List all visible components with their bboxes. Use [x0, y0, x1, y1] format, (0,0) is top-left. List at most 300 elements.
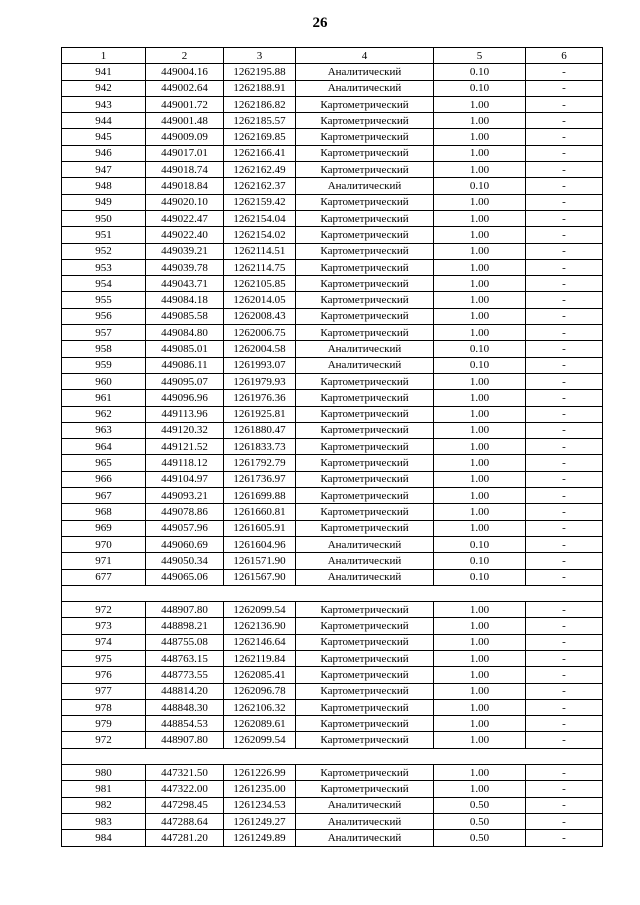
table-cell: 449086.11	[146, 357, 224, 373]
table-row	[62, 455, 603, 471]
table-cell: Аналитический	[296, 341, 434, 357]
table-row	[62, 830, 603, 846]
table-cell: Картометрический	[296, 227, 434, 243]
table-cell: Картометрический	[296, 781, 434, 797]
table-row	[62, 602, 603, 618]
table-cell: 449085.01	[146, 341, 224, 357]
table-cell: 983	[62, 813, 146, 829]
table-cell: 1.00	[434, 145, 526, 161]
table-cell: 447321.50	[146, 765, 224, 781]
table-cell: 449004.16	[146, 64, 224, 80]
table-cell: -	[526, 455, 603, 471]
table-row	[62, 162, 603, 178]
table-cell: 1262185.57	[224, 113, 296, 129]
table-cell: 978	[62, 699, 146, 715]
table-cell	[62, 585, 603, 601]
table-row	[62, 292, 603, 308]
table-row	[62, 422, 603, 438]
table-cell: 448898.21	[146, 618, 224, 634]
table-row	[62, 716, 603, 732]
table-row	[62, 259, 603, 275]
table-cell: 448763.15	[146, 650, 224, 666]
table-cell: 1261249.27	[224, 813, 296, 829]
table-cell: -	[526, 210, 603, 226]
table-cell: 1.00	[434, 227, 526, 243]
table-cell: 1262096.78	[224, 683, 296, 699]
table-cell: 1.00	[434, 276, 526, 292]
table-cell: 1262169.85	[224, 129, 296, 145]
table-cell: 1262136.90	[224, 618, 296, 634]
table-cell: 449121.52	[146, 439, 224, 455]
table-cell: -	[526, 732, 603, 748]
table-row	[62, 80, 603, 96]
table-row	[62, 325, 603, 341]
table-cell: Картометрический	[296, 259, 434, 275]
table-cell: Картометрический	[296, 308, 434, 324]
table-row	[62, 64, 603, 80]
table-row	[62, 145, 603, 161]
table-cell: 972	[62, 732, 146, 748]
table-cell: 449022.47	[146, 210, 224, 226]
table-cell: Аналитический	[296, 553, 434, 569]
table-cell: 944	[62, 113, 146, 129]
table-cell: -	[526, 292, 603, 308]
table-cell: 1262162.49	[224, 162, 296, 178]
table-cell: 963	[62, 422, 146, 438]
table-cell: -	[526, 569, 603, 585]
table-cell: 449020.10	[146, 194, 224, 210]
table-cell: 0.10	[434, 536, 526, 552]
table-cell: 948	[62, 178, 146, 194]
table-cell: 677	[62, 569, 146, 585]
table-cell: 981	[62, 781, 146, 797]
table-cell: -	[526, 618, 603, 634]
table-cell: 967	[62, 488, 146, 504]
table-cell: -	[526, 162, 603, 178]
table-cell: -	[526, 765, 603, 781]
table-cell: -	[526, 227, 603, 243]
table-cell: 449018.84	[146, 178, 224, 194]
table-cell: Аналитический	[296, 830, 434, 846]
table-cell: Картометрический	[296, 96, 434, 112]
table-cell: 1.00	[434, 210, 526, 226]
table-cell: 957	[62, 325, 146, 341]
header-cell: 3	[224, 48, 296, 64]
blank-separator-row	[62, 585, 603, 601]
table-cell: 1.00	[434, 292, 526, 308]
table-cell: 1261993.07	[224, 357, 296, 373]
table-cell: 958	[62, 341, 146, 357]
table-cell: -	[526, 716, 603, 732]
table-cell: -	[526, 276, 603, 292]
table-cell: Картометрический	[296, 390, 434, 406]
table-cell: 449050.34	[146, 553, 224, 569]
table-cell: 941	[62, 64, 146, 80]
table-cell: 969	[62, 520, 146, 536]
table-cell: Аналитический	[296, 80, 434, 96]
table-cell: -	[526, 390, 603, 406]
header-cell: 5	[434, 48, 526, 64]
table-row	[62, 406, 603, 422]
table-cell: 965	[62, 455, 146, 471]
table-cell: 449017.01	[146, 145, 224, 161]
table-cell: Картометрический	[296, 373, 434, 389]
table-cell: 1261736.97	[224, 471, 296, 487]
table-cell: 949	[62, 194, 146, 210]
table-cell: 1.00	[434, 471, 526, 487]
table-cell: Картометрический	[296, 210, 434, 226]
table-cell: 962	[62, 406, 146, 422]
table-cell: -	[526, 650, 603, 666]
table-cell: 449002.64	[146, 80, 224, 96]
table-cell: -	[526, 178, 603, 194]
table-cell: Картометрический	[296, 276, 434, 292]
table-cell: -	[526, 520, 603, 536]
table-row	[62, 341, 603, 357]
table-cell: 1261979.93	[224, 373, 296, 389]
table-cell: -	[526, 243, 603, 259]
table-row	[62, 536, 603, 552]
table-cell: 1261925.81	[224, 406, 296, 422]
table-cell: 1.00	[434, 765, 526, 781]
table-cell: 447281.20	[146, 830, 224, 846]
table-cell: Аналитический	[296, 64, 434, 80]
table-cell: 1.00	[434, 634, 526, 650]
table-cell: 1.00	[434, 194, 526, 210]
table-cell: -	[526, 553, 603, 569]
table-cell: 1262085.41	[224, 667, 296, 683]
table-cell: 1.00	[434, 781, 526, 797]
header-row	[62, 48, 603, 64]
table-cell: 1.00	[434, 308, 526, 324]
table-cell: 1.00	[434, 520, 526, 536]
table-cell: 449085.58	[146, 308, 224, 324]
table-cell: 947	[62, 162, 146, 178]
table-row	[62, 504, 603, 520]
table-cell: -	[526, 308, 603, 324]
table-row	[62, 569, 603, 585]
table-cell: -	[526, 471, 603, 487]
table-cell: 954	[62, 276, 146, 292]
table-row	[62, 439, 603, 455]
table-cell: 1261226.99	[224, 765, 296, 781]
table-cell: 1261604.96	[224, 536, 296, 552]
table-cell: 1262154.04	[224, 210, 296, 226]
table-row	[62, 308, 603, 324]
table-cell: 1.00	[434, 650, 526, 666]
table-cell: -	[526, 80, 603, 96]
table-cell: 971	[62, 553, 146, 569]
table-row	[62, 765, 603, 781]
table-cell: 447322.00	[146, 781, 224, 797]
table-cell: Картометрический	[296, 325, 434, 341]
table-cell: Картометрический	[296, 455, 434, 471]
header-cell: 4	[296, 48, 434, 64]
table-cell: 1262114.51	[224, 243, 296, 259]
table-cell: Картометрический	[296, 716, 434, 732]
table-row	[62, 471, 603, 487]
table-cell: -	[526, 602, 603, 618]
blank-separator-row	[62, 748, 603, 764]
table-cell: 950	[62, 210, 146, 226]
table-row	[62, 797, 603, 813]
table-cell: Картометрический	[296, 194, 434, 210]
table-cell: Картометрический	[296, 634, 434, 650]
table-cell: Картометрический	[296, 145, 434, 161]
table-cell: -	[526, 504, 603, 520]
table-cell: 1262162.37	[224, 178, 296, 194]
table-cell: -	[526, 439, 603, 455]
table-cell: 0.50	[434, 813, 526, 829]
table-row	[62, 781, 603, 797]
table-row	[62, 113, 603, 129]
table-cell: 449095.07	[146, 373, 224, 389]
table-cell: -	[526, 830, 603, 846]
table-cell: 964	[62, 439, 146, 455]
table-cell: -	[526, 145, 603, 161]
table-row	[62, 210, 603, 226]
table-cell: Картометрический	[296, 618, 434, 634]
table-cell: 1261571.90	[224, 553, 296, 569]
table-cell: 0.10	[434, 553, 526, 569]
table-cell: -	[526, 422, 603, 438]
table-cell: Картометрический	[296, 471, 434, 487]
table-cell: 448848.30	[146, 699, 224, 715]
table-cell: -	[526, 683, 603, 699]
table-row	[62, 488, 603, 504]
table-cell: 449093.21	[146, 488, 224, 504]
table-cell: 942	[62, 80, 146, 96]
table-cell: Картометрический	[296, 439, 434, 455]
table-cell: 1.00	[434, 716, 526, 732]
table-cell: 449018.74	[146, 162, 224, 178]
table-cell: Аналитический	[296, 569, 434, 585]
table-cell: 449113.96	[146, 406, 224, 422]
table-row	[62, 390, 603, 406]
table-cell: 1262105.85	[224, 276, 296, 292]
table-cell: -	[526, 406, 603, 422]
table-cell: Картометрический	[296, 732, 434, 748]
table-cell: 951	[62, 227, 146, 243]
table-cell: 1.00	[434, 488, 526, 504]
table-cell: 448907.80	[146, 602, 224, 618]
table-cell: 1.00	[434, 243, 526, 259]
header-cell: 2	[146, 48, 224, 64]
table-cell: 945	[62, 129, 146, 145]
table-cell: Картометрический	[296, 129, 434, 145]
table-cell: 447288.64	[146, 813, 224, 829]
table-cell: 448773.55	[146, 667, 224, 683]
table-cell: 0.10	[434, 80, 526, 96]
table-cell: 1.00	[434, 390, 526, 406]
table-cell: 968	[62, 504, 146, 520]
table-cell: 449120.32	[146, 422, 224, 438]
table-cell: 1262114.75	[224, 259, 296, 275]
table-cell: 943	[62, 96, 146, 112]
table-cell: Аналитический	[296, 813, 434, 829]
table-cell: 975	[62, 650, 146, 666]
table-cell: 449096.96	[146, 390, 224, 406]
table-cell: 974	[62, 634, 146, 650]
table-cell: 0.10	[434, 569, 526, 585]
table-cell: -	[526, 797, 603, 813]
coordinates-table	[61, 47, 603, 847]
table-cell: 449022.40	[146, 227, 224, 243]
table-cell: 1262099.54	[224, 602, 296, 618]
table-cell: -	[526, 699, 603, 715]
table-cell: 449009.09	[146, 129, 224, 145]
table-row	[62, 243, 603, 259]
table-cell: Аналитический	[296, 536, 434, 552]
table-cell: 946	[62, 145, 146, 161]
table-cell: -	[526, 781, 603, 797]
table-cell: Аналитический	[296, 797, 434, 813]
table-cell: 448814.20	[146, 683, 224, 699]
table-cell: -	[526, 813, 603, 829]
table-cell: 1.00	[434, 504, 526, 520]
table-cell: 449057.96	[146, 520, 224, 536]
table-cell: 1261249.89	[224, 830, 296, 846]
table-cell: 959	[62, 357, 146, 373]
table-cell: -	[526, 64, 603, 80]
table-cell: 449118.12	[146, 455, 224, 471]
table-cell: Картометрический	[296, 406, 434, 422]
table-cell: 1.00	[434, 113, 526, 129]
table-row	[62, 520, 603, 536]
table-cell: 448907.80	[146, 732, 224, 748]
table-cell: 0.10	[434, 64, 526, 80]
table-cell: -	[526, 536, 603, 552]
table-cell: 966	[62, 471, 146, 487]
table-cell: 1262188.91	[224, 80, 296, 96]
table-cell: 961	[62, 390, 146, 406]
table-cell: 955	[62, 292, 146, 308]
table-cell: 1.00	[434, 683, 526, 699]
table-row	[62, 194, 603, 210]
table-cell: 0.10	[434, 178, 526, 194]
table-cell: 976	[62, 667, 146, 683]
table-cell: 977	[62, 683, 146, 699]
table-cell: 1262154.02	[224, 227, 296, 243]
table-cell: 1262106.32	[224, 699, 296, 715]
table-cell: 1262159.42	[224, 194, 296, 210]
table-cell: Картометрический	[296, 683, 434, 699]
table-row	[62, 227, 603, 243]
table-cell: 449060.69	[146, 536, 224, 552]
table-cell: Аналитический	[296, 178, 434, 194]
table-row	[62, 373, 603, 389]
table-cell: 982	[62, 797, 146, 813]
table-cell: 449001.48	[146, 113, 224, 129]
table-cell: 1.00	[434, 325, 526, 341]
table-cell: 1.00	[434, 439, 526, 455]
table-cell: Картометрический	[296, 699, 434, 715]
table-cell: Картометрический	[296, 162, 434, 178]
table-cell: 0.50	[434, 830, 526, 846]
table-cell: -	[526, 96, 603, 112]
table-cell: 448755.08	[146, 634, 224, 650]
table-cell: 1262089.61	[224, 716, 296, 732]
table-cell: 952	[62, 243, 146, 259]
table-cell: -	[526, 325, 603, 341]
table-cell: Картометрический	[296, 667, 434, 683]
table-cell: 449039.78	[146, 259, 224, 275]
table-cell: 979	[62, 716, 146, 732]
table-cell: -	[526, 667, 603, 683]
table-cell: 1262186.82	[224, 96, 296, 112]
table-cell: Картометрический	[296, 504, 434, 520]
table-cell: 1262119.84	[224, 650, 296, 666]
table-cell: 1.00	[434, 602, 526, 618]
table-cell: -	[526, 113, 603, 129]
table-cell: 1.00	[434, 162, 526, 178]
table-row	[62, 178, 603, 194]
table-row	[62, 667, 603, 683]
table-cell: 1261234.53	[224, 797, 296, 813]
table-cell: 1262166.41	[224, 145, 296, 161]
table-cell: 1.00	[434, 129, 526, 145]
table-cell: Картометрический	[296, 520, 434, 536]
table-body	[62, 64, 603, 846]
table-row	[62, 699, 603, 715]
table-cell: 0.50	[434, 797, 526, 813]
table-cell: Аналитический	[296, 357, 434, 373]
table-row	[62, 553, 603, 569]
table-cell: 449065.06	[146, 569, 224, 585]
table-cell: Картометрический	[296, 602, 434, 618]
table-cell: -	[526, 357, 603, 373]
table-row	[62, 357, 603, 373]
table-cell: 1262008.43	[224, 308, 296, 324]
table-row	[62, 618, 603, 634]
table-row	[62, 129, 603, 145]
table-cell: 1261567.90	[224, 569, 296, 585]
table-cell: Картометрический	[296, 113, 434, 129]
table-cell: 449084.80	[146, 325, 224, 341]
table-cell: 984	[62, 830, 146, 846]
table-cell: 1261833.73	[224, 439, 296, 455]
table-cell: 1262099.54	[224, 732, 296, 748]
table-cell: 449078.86	[146, 504, 224, 520]
table-cell: 0.10	[434, 341, 526, 357]
table-cell: 449001.72	[146, 96, 224, 112]
table-cell	[62, 748, 603, 764]
table-cell: 1.00	[434, 259, 526, 275]
table-cell: 1.00	[434, 732, 526, 748]
table-cell: -	[526, 488, 603, 504]
table-cell: 449043.71	[146, 276, 224, 292]
table-row	[62, 813, 603, 829]
table-cell: Картометрический	[296, 292, 434, 308]
table-cell: Картометрический	[296, 650, 434, 666]
table-cell: 973	[62, 618, 146, 634]
table-cell: 1261660.81	[224, 504, 296, 520]
table-cell: 449039.21	[146, 243, 224, 259]
table-cell: 960	[62, 373, 146, 389]
table-cell: 1.00	[434, 699, 526, 715]
table-cell: 1261976.36	[224, 390, 296, 406]
table-cell: 1261792.79	[224, 455, 296, 471]
table-cell: -	[526, 259, 603, 275]
table-cell: 1.00	[434, 96, 526, 112]
table-cell: 1.00	[434, 373, 526, 389]
header-cell: 6	[526, 48, 603, 64]
table-cell: 956	[62, 308, 146, 324]
table-row	[62, 276, 603, 292]
table-cell: 1.00	[434, 667, 526, 683]
table-cell: 449104.97	[146, 471, 224, 487]
table-cell: 1261880.47	[224, 422, 296, 438]
